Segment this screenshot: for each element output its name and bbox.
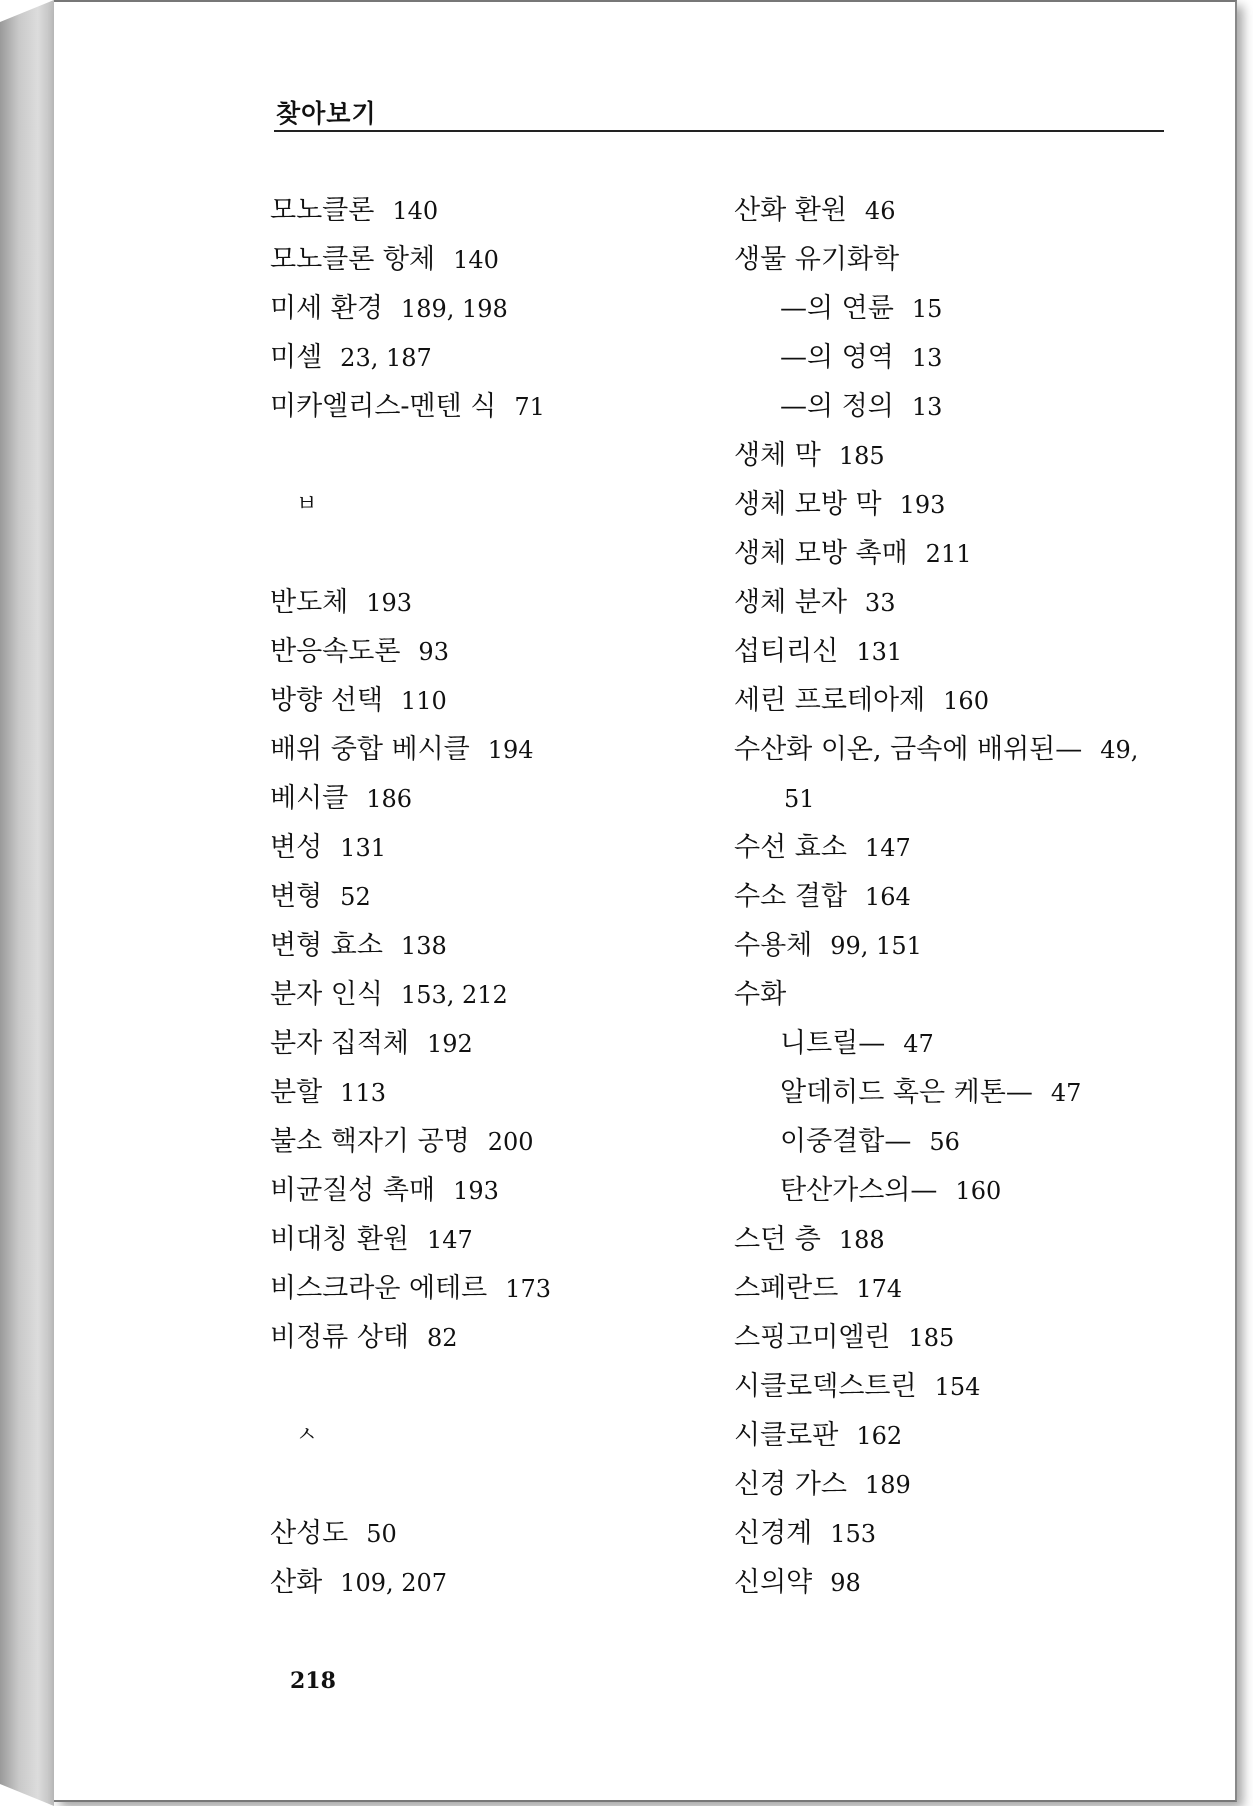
index-term: 모노클론 bbox=[270, 195, 375, 226]
index-page-refs: 99, 151 bbox=[830, 932, 922, 960]
index-page-refs: 186 bbox=[366, 785, 413, 813]
index-spacer bbox=[270, 529, 710, 578]
index-entry bbox=[734, 480, 1194, 529]
index-entry bbox=[270, 676, 710, 725]
index-entry bbox=[734, 1558, 1194, 1607]
index-page-refs: 189 bbox=[864, 1471, 911, 1499]
index-entry bbox=[734, 627, 1194, 676]
index-page-refs: 185 bbox=[838, 442, 885, 470]
index-page-refs: 153 bbox=[830, 1520, 877, 1548]
index-term: 배위 중합 베시클 bbox=[270, 734, 470, 765]
index-term: 탄산가스의— bbox=[780, 1175, 938, 1206]
index-subentry bbox=[734, 1117, 1194, 1166]
index-subentry bbox=[734, 382, 1194, 431]
index-entry bbox=[270, 774, 710, 823]
page-number: 218 bbox=[290, 1668, 336, 1694]
index-term: 산성도 bbox=[270, 1518, 349, 1549]
index-term: 섭티리신 bbox=[734, 636, 839, 667]
index-page-refs: 93 bbox=[418, 638, 449, 666]
index-term: 수소 결합 bbox=[734, 881, 847, 912]
index-entry bbox=[270, 1068, 710, 1117]
index-page-refs: 193 bbox=[899, 491, 946, 519]
index-entry bbox=[270, 970, 710, 1019]
index-page-refs: 110 bbox=[400, 687, 447, 715]
index-page-refs: 51 bbox=[784, 785, 815, 813]
index-entry bbox=[270, 284, 710, 333]
index-term: —의 정의 bbox=[780, 391, 894, 422]
index-page-refs: 200 bbox=[487, 1128, 534, 1156]
index-term: 스핑고미엘린 bbox=[734, 1322, 891, 1353]
index-page-refs: 50 bbox=[366, 1520, 397, 1548]
index-entry bbox=[270, 725, 710, 774]
index-term: 시클로덱스트린 bbox=[734, 1371, 917, 1402]
index-entry bbox=[270, 186, 710, 235]
index-entry bbox=[270, 1313, 710, 1362]
index-page-refs: 147 bbox=[864, 834, 911, 862]
index-page-refs: 109, 207 bbox=[340, 1569, 448, 1597]
index-subentry bbox=[734, 1068, 1194, 1117]
index-term: 방향 선택 bbox=[270, 685, 383, 716]
index-page-refs: 138 bbox=[400, 932, 447, 960]
index-subentry bbox=[734, 284, 1194, 333]
index-page-refs: 47 bbox=[1050, 1079, 1082, 1107]
index-entry bbox=[270, 235, 710, 284]
index-term: 분자 인식 bbox=[270, 979, 383, 1010]
index-page-refs: 211 bbox=[925, 540, 972, 568]
index-column-left bbox=[270, 186, 710, 1607]
index-page-refs: 52 bbox=[340, 883, 371, 911]
index-page-refs: 164 bbox=[864, 883, 911, 911]
index-subentry bbox=[734, 1019, 1194, 1068]
index-page-refs: 160 bbox=[943, 687, 989, 715]
index-page-refs: 49, bbox=[1100, 736, 1139, 764]
index-term: —의 연륜 bbox=[780, 293, 894, 324]
index-page-refs: 113 bbox=[340, 1079, 386, 1107]
index-term: 수용체 bbox=[734, 930, 813, 961]
index-page-refs: 98 bbox=[830, 1569, 861, 1597]
index-entry bbox=[270, 1264, 710, 1313]
index-entry bbox=[734, 1362, 1194, 1411]
index-term: 변형 bbox=[270, 881, 323, 912]
index-page-refs: 153, 212 bbox=[400, 981, 508, 1009]
index-entry bbox=[734, 186, 1194, 235]
index-term: 수산화 이온, 금속에 배위된— bbox=[734, 734, 1083, 765]
index-column-right bbox=[734, 186, 1194, 1607]
index-term: 생체 모방 촉매 bbox=[734, 538, 908, 569]
index-page-refs: 194 bbox=[487, 736, 534, 764]
index-section-letter: ㅅ bbox=[296, 1423, 318, 1448]
index-term: 비대칭 환원 bbox=[270, 1224, 409, 1255]
index-page-refs: 147 bbox=[427, 1226, 473, 1254]
index-entry bbox=[734, 1264, 1194, 1313]
index-term: 수화 bbox=[734, 979, 787, 1010]
index-page-refs: 71 bbox=[514, 393, 545, 421]
index-page-refs: 193 bbox=[453, 1177, 499, 1205]
index-entry bbox=[734, 1215, 1194, 1264]
index-page-refs: 162 bbox=[856, 1422, 903, 1450]
index-term: 산화 bbox=[270, 1567, 323, 1598]
index-entry bbox=[270, 1117, 710, 1166]
index-term: 스페란드 bbox=[734, 1273, 839, 1304]
index-page-refs: 56 bbox=[929, 1128, 960, 1156]
index-term: 베시클 bbox=[270, 783, 349, 814]
index-entry bbox=[734, 970, 1194, 1019]
index-entry bbox=[734, 529, 1194, 578]
index-entry bbox=[270, 1509, 710, 1558]
index-subentry bbox=[734, 1166, 1194, 1215]
index-term: 반도체 bbox=[270, 587, 349, 618]
index-entry bbox=[734, 872, 1194, 921]
index-entry bbox=[270, 1215, 710, 1264]
index-term: 미카엘리스-멘텐 식 bbox=[270, 391, 497, 422]
index-page-refs: 15 bbox=[911, 295, 943, 323]
index-page-refs: 160 bbox=[955, 1177, 1002, 1205]
index-term: 이중결합— bbox=[780, 1126, 912, 1157]
index-page-refs: 33 bbox=[864, 589, 896, 617]
index-entry bbox=[270, 333, 710, 382]
index-page-refs: 46 bbox=[864, 197, 896, 225]
index-term: 알데히드 혹은 케톤— bbox=[780, 1077, 1033, 1108]
index-page-refs: 192 bbox=[427, 1030, 473, 1058]
index-term: 생물 유기화학 bbox=[734, 244, 900, 275]
index-page-refs: 189, 198 bbox=[400, 295, 508, 323]
index-term: 세린 프로테아제 bbox=[734, 685, 926, 716]
index-term: 불소 핵자기 공명 bbox=[270, 1126, 470, 1157]
index-term: 비균질성 촉매 bbox=[270, 1175, 436, 1206]
index-entry bbox=[734, 774, 1194, 823]
index-page bbox=[54, 0, 1237, 1802]
index-term: 생체 분자 bbox=[734, 587, 847, 618]
index-entry bbox=[734, 1411, 1194, 1460]
index-term: 생체 모방 막 bbox=[734, 489, 882, 520]
index-entry bbox=[270, 382, 710, 431]
index-page-refs: 131 bbox=[856, 638, 903, 666]
index-page-refs: 174 bbox=[856, 1275, 903, 1303]
index-entry bbox=[270, 921, 710, 970]
index-subentry bbox=[734, 333, 1194, 382]
index-page-refs: 185 bbox=[908, 1324, 955, 1352]
index-term: 비스크라운 에테르 bbox=[270, 1273, 488, 1304]
index-page-refs: 193 bbox=[366, 589, 413, 617]
index-entry bbox=[270, 823, 710, 872]
index-page-refs: 140 bbox=[453, 246, 499, 274]
index-page-refs: 140 bbox=[392, 197, 439, 225]
index-entry bbox=[270, 1558, 710, 1607]
index-page-refs: 82 bbox=[427, 1324, 458, 1352]
index-page-refs: 188 bbox=[838, 1226, 885, 1254]
index-entry bbox=[270, 1019, 710, 1068]
index-term: 미세 환경 bbox=[270, 293, 383, 324]
index-entry bbox=[734, 1313, 1194, 1362]
index-entry bbox=[734, 431, 1194, 480]
index-entry bbox=[270, 578, 710, 627]
index-entry bbox=[270, 872, 710, 921]
index-spacer bbox=[270, 1460, 710, 1509]
index-term: 비정류 상태 bbox=[270, 1322, 409, 1353]
index-spacer bbox=[270, 1362, 710, 1411]
index-page-refs: 131 bbox=[340, 834, 386, 862]
index-term: 분자 집적체 bbox=[270, 1028, 409, 1059]
index-term: 분할 bbox=[270, 1077, 323, 1108]
index-term: 스던 층 bbox=[734, 1224, 821, 1255]
index-page-refs: 154 bbox=[934, 1373, 981, 1401]
running-head-rule bbox=[274, 130, 1164, 132]
index-entry bbox=[734, 1460, 1194, 1509]
index-entry bbox=[734, 725, 1194, 774]
index-section-letter: ㅂ bbox=[296, 492, 318, 517]
index-entry bbox=[734, 1509, 1194, 1558]
index-term: —의 영역 bbox=[780, 342, 894, 373]
index-entry bbox=[270, 627, 710, 676]
index-entry bbox=[734, 921, 1194, 970]
index-term: 니트릴— bbox=[780, 1028, 886, 1059]
index-term: 변형 효소 bbox=[270, 930, 383, 961]
index-term: 미셀 bbox=[270, 342, 323, 373]
index-term: 신의약 bbox=[734, 1567, 813, 1598]
running-head: 찾아보기 bbox=[276, 99, 377, 128]
index-term: 변성 bbox=[270, 832, 323, 863]
index-entry bbox=[270, 1166, 710, 1215]
book-spine-edge bbox=[0, 0, 54, 1806]
index-term: 생체 막 bbox=[734, 440, 821, 471]
index-term: 신경 가스 bbox=[734, 1469, 847, 1500]
index-term: 시클로판 bbox=[734, 1420, 839, 1451]
index-term: 모노클론 항체 bbox=[270, 244, 436, 275]
index-page-refs: 13 bbox=[911, 393, 943, 421]
index-entry bbox=[734, 235, 1194, 284]
index-term: 수선 효소 bbox=[734, 832, 847, 863]
index-spacer bbox=[270, 431, 710, 480]
index-entry bbox=[734, 578, 1194, 627]
index-page-refs: 47 bbox=[903, 1030, 934, 1058]
index-page-refs: 13 bbox=[911, 344, 943, 372]
index-entry bbox=[734, 823, 1194, 872]
index-entry bbox=[734, 676, 1194, 725]
index-term: 반응속도론 bbox=[270, 636, 401, 667]
index-term: 신경계 bbox=[734, 1518, 813, 1549]
index-term: 산화 환원 bbox=[734, 195, 847, 226]
index-page-refs: 23, 187 bbox=[340, 344, 432, 372]
index-page-refs: 173 bbox=[505, 1275, 552, 1303]
